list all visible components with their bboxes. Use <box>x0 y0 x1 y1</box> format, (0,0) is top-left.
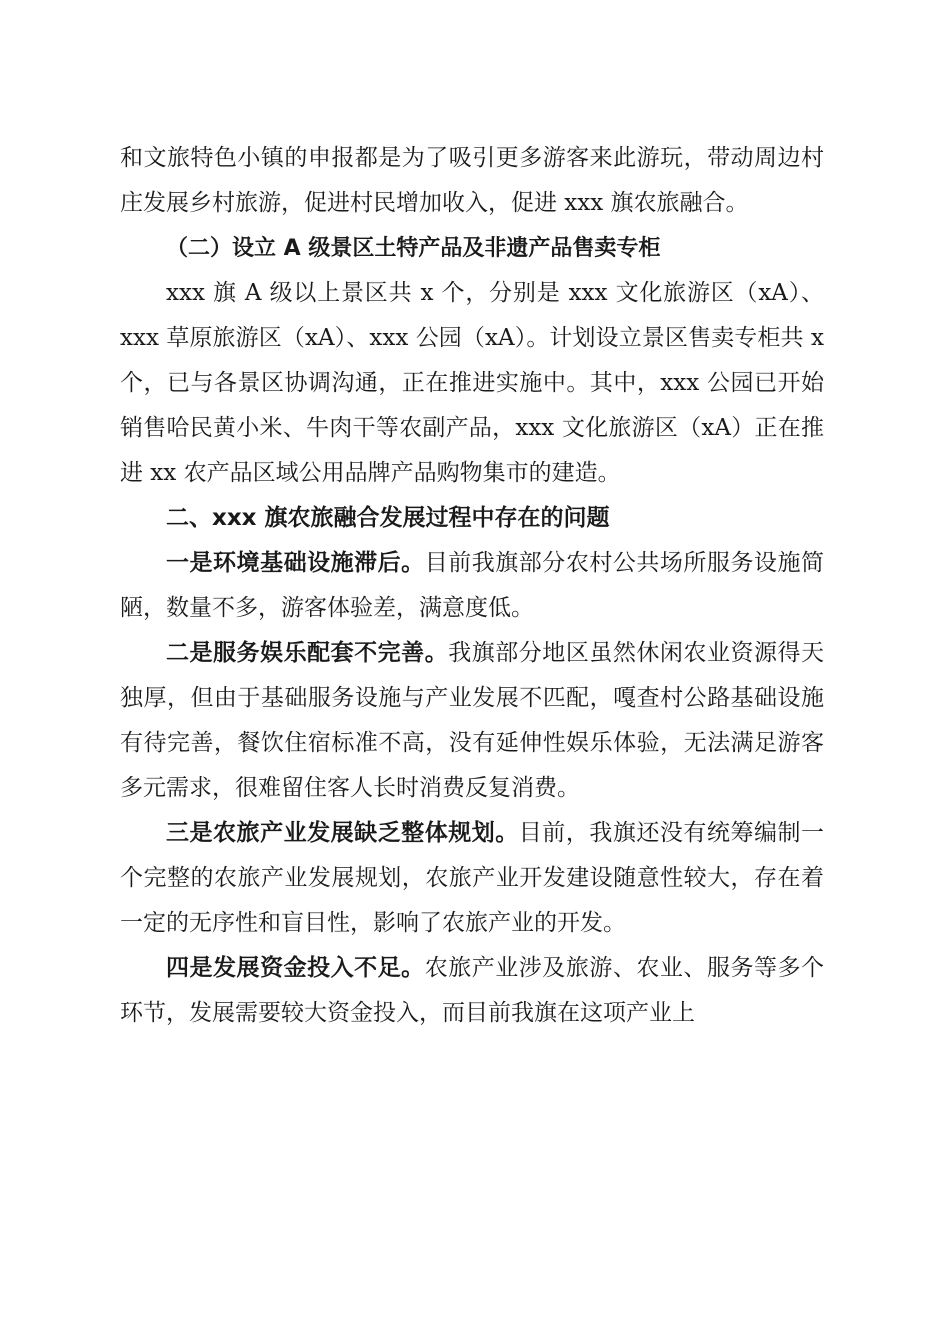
section-heading-problems: 二、xxx 旗农旅融合发展过程中存在的问题 <box>166 505 610 531</box>
issue-text-3: 目前，我旗还没有统筹编制一个完整的农旅产业发展规划，农旅产业开发建设随意性较大，存在着一定的无序性和盲目性，影响了农旅产业的开发。 <box>120 820 825 936</box>
issue-lead-4: 四是发展资金投入不足。 <box>166 955 425 981</box>
issue-lead-1: 一是环境基础设施滞后。 <box>166 550 425 576</box>
paragraph-scenic-areas: xxx 旗 A 级以上景区共 x 个，分别是 xxx 文化旅游区（xA）、xxx 草原旅游区（xA）、xxx 公园（xA）。计划设立景区售卖专柜共 x 个，已与各景区协调沟通，正在推进实施中。其中，xxx 公园已开始销售哈民黄小米、牛肉干等农副产品，xxx 文化旅游区（xA）正在推进 xx 农产品区域公用品牌产品购物集市的建造。 <box>120 280 824 486</box>
issue-paragraph-3 <box>120 811 824 946</box>
issue-paragraph-4 <box>120 946 824 1036</box>
issue-lead-2: 二是服务娱乐配套不完善。 <box>166 640 449 666</box>
issue-text-4: 农旅产业涉及旅游、农业、服务等多个环节，发展需要较大资金投入，而目前我旗在这项产业上 <box>120 955 825 1026</box>
paragraph-continuation: 和文旅特色小镇的申报都是为了吸引更多游客来此游玩，带动周边村庄发展乡村旅游，促进村民增加收入，促进 xxx 旗农旅融合。 <box>120 145 824 216</box>
issue-paragraph-1 <box>120 541 824 631</box>
issue-text-1: 目前我旗部分农村公共场所服务设施简陋，数量不多，游客体验差，满意度低。 <box>120 550 825 621</box>
subheading-scenic-counters: （二）设立 A 级景区土特产品及非遗产品售卖专柜 <box>166 236 661 261</box>
issue-lead-3: 三是农旅产业发展缺乏整体规划。 <box>166 820 519 846</box>
issue-text-2: 我旗部分地区虽然休闲农业资源得天独厚，但由于基础服务设施与产业发展不匹配，嘎查村公路基础设施有待完善，餐饮住宿标准不高，没有延伸性娱乐体验，无法满足游客多元需求，很难留住客人长时消费反复消费。 <box>120 640 825 801</box>
issue-paragraph-2 <box>120 631 824 811</box>
document-page <box>120 136 824 1036</box>
